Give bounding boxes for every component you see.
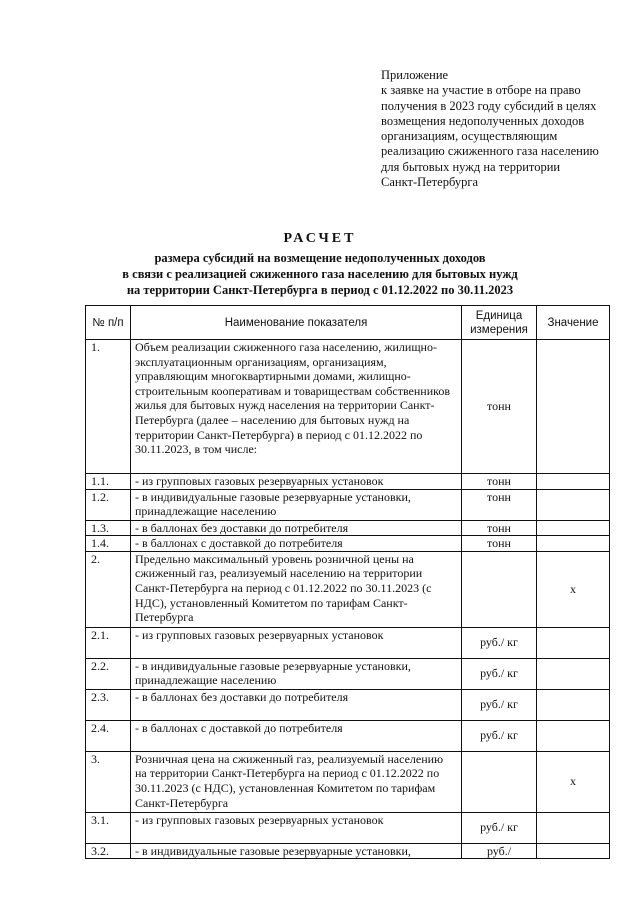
appendix-line: организациям, осуществляющим: [381, 129, 558, 144]
appendix-note: [381, 68, 621, 190]
row-name: - из групповых газовых резервуарных установок: [131, 812, 462, 843]
row-unit: [462, 551, 537, 627]
row-value: [537, 340, 610, 474]
row-value: [537, 843, 610, 859]
table-row: [86, 843, 610, 859]
row-value: [537, 689, 610, 720]
table-row: [86, 720, 610, 751]
row-num: 1.2.: [86, 489, 131, 520]
row-value: [537, 474, 610, 490]
row-unit: тонн: [462, 536, 537, 552]
row-num: 2.4.: [86, 720, 131, 751]
row-value: [537, 627, 610, 658]
row-num: 3.1.: [86, 812, 131, 843]
header-name: Наименование показателя: [131, 306, 462, 340]
row-num: 1.1.: [86, 474, 131, 490]
row-name: Розничная цена на сжиженный газ, реализуемый населению на территории Санкт-Петербурга на период с 01.12.2022 по 30.11.2023 (с НДС), установленная Комитетом по тарифам Санкт-Петербурга: [131, 751, 462, 812]
row-value: х: [537, 551, 610, 627]
row-name: - в баллонах без доставки до потребителя: [131, 689, 462, 720]
row-value: [537, 720, 610, 751]
table-row: [86, 658, 610, 689]
title-line: в связи с реализацией сжиженного газа населению для бытовых нужд: [122, 267, 518, 281]
row-unit: руб./ кг: [462, 658, 537, 689]
calculation-table: [85, 305, 610, 859]
table-row: [86, 520, 610, 536]
table-header-row: [86, 306, 610, 340]
row-num: 2.: [86, 551, 131, 627]
table-row: [86, 627, 610, 658]
title-line: размера субсидий на возмещение недополученных доходов: [154, 251, 486, 265]
row-unit: тонн: [462, 489, 537, 520]
header-value: Значение: [537, 306, 610, 340]
appendix-line: Санкт-Петербурга: [381, 175, 479, 190]
row-unit: руб./ кг: [462, 812, 537, 843]
row-name: - из групповых газовых резервуарных установок: [131, 474, 462, 490]
row-name: - в баллонах с доставкой до потребителя: [131, 720, 462, 751]
table-row: [86, 536, 610, 552]
row-name: Объем реализации сжиженного газа населению, жилищно-эксплуатационным организациям, организациям, управляющим многоквартирными домами, жилищно-строительным кооперативам и товариществам собственников жилья для бытовых нужд населения на территории Санкт-Петербурга (далее – населению для бытовых нужд на территории Санкт-Петербурга) в период с 01.12.2022 по 30.11.2023, в том числе:: [131, 340, 462, 474]
row-unit: тонн: [462, 474, 537, 490]
row-value: [537, 520, 610, 536]
title-line: на территории Санкт-Петербурга в период с 01.12.2022 по 30.11.2023: [126, 283, 514, 297]
row-num: 2.2.: [86, 658, 131, 689]
row-name: - из групповых газовых резервуарных установок: [131, 627, 462, 658]
table-row: [86, 489, 610, 520]
row-num: 1.3.: [86, 520, 131, 536]
table-row: [86, 551, 610, 627]
table-row: [86, 812, 610, 843]
row-value: [537, 536, 610, 552]
row-unit: руб./ кг: [462, 627, 537, 658]
table-row: [86, 474, 610, 490]
row-num: 1.: [86, 340, 131, 474]
row-unit: руб./: [462, 843, 537, 859]
row-num: 3.: [86, 751, 131, 812]
row-value: [537, 489, 610, 520]
row-unit: руб./ кг: [462, 720, 537, 751]
table-row: [86, 689, 610, 720]
row-unit: тонн: [462, 340, 537, 474]
row-name: - в индивидуальные газовые резервуарные установки, принадлежащие населению: [131, 489, 462, 520]
row-unit: руб./ кг: [462, 689, 537, 720]
row-name: - в баллонах без доставки до потребителя: [131, 520, 462, 536]
row-unit: [462, 751, 537, 812]
row-name: - в баллонах с доставкой до потребителя: [131, 536, 462, 552]
appendix-line: реализацию сжиженного газа населению: [381, 144, 599, 159]
row-num: 3.2.: [86, 843, 131, 859]
appendix-line: возмещения недополученных доходов: [381, 113, 585, 128]
row-num: 1.4.: [86, 536, 131, 552]
row-name: - в индивидуальные газовые резервуарные установки,: [131, 843, 462, 859]
appendix-line: для бытовых нужд на территории: [381, 159, 561, 174]
appendix-line: Приложение: [381, 68, 449, 82]
row-name: Предельно максимальный уровень розничной цены на сжиженный газ, реализуемый населению на территории Санкт-Петербурга на период с 01.12.2022 по 30.11.2023 (с НДС), установленный Комитетом по тарифам Санкт-Петербурга: [131, 551, 462, 627]
appendix-line: получения в 2023 году субсидий в целях: [381, 98, 597, 113]
row-unit: тонн: [462, 520, 537, 536]
header-unit: Единица измерения: [462, 306, 537, 340]
appendix-line: к заявке на участие в отборе на право: [381, 83, 581, 98]
row-value: [537, 812, 610, 843]
row-num: 2.3.: [86, 689, 131, 720]
row-value: [537, 658, 610, 689]
table-row: [86, 340, 610, 474]
row-value: х: [537, 751, 610, 812]
header-num: № п/п: [86, 306, 131, 340]
row-num: 2.1.: [86, 627, 131, 658]
title-heading: РАСЧЕТ: [283, 231, 357, 246]
document-title: [80, 230, 560, 298]
table-row: [86, 751, 610, 812]
row-name: - в индивидуальные газовые резервуарные установки, принадлежащие населению: [131, 658, 462, 689]
